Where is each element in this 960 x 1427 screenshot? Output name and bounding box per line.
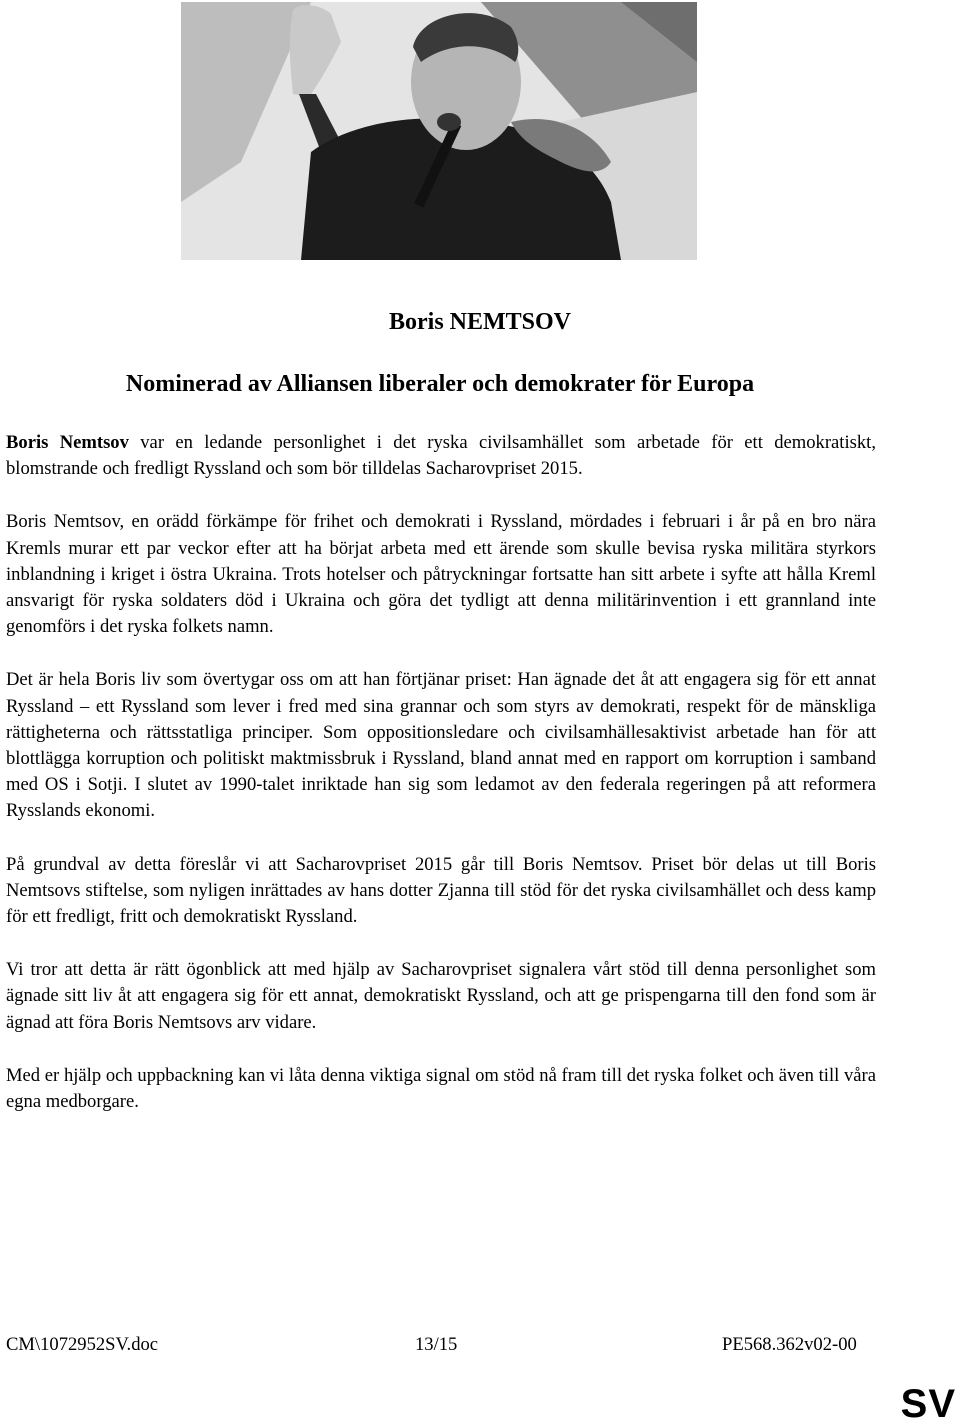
footer-pe-ref: PE568.362v02-00 xyxy=(722,1334,857,1355)
paragraph-3: Det är hela Boris liv som övertygar oss om att han förtjänar priset: Han ägnade det åt att engagera sig för ett annat Ryssland – ett Ryssland som lever i fred med sina grannar och som styrs av demokrati, respekt för de mänskliga rättigheterna och rättsstatliga principer. Som oppositionsledare och civilsamhällesaktivist arbetade han för att blottlägga korruption och politiskt maktmissbruk i Ryssland, bland annat med en rapport om korruption i samband med OS i Sotji. I slutet av 1990-talet inriktade han sig som ledamot av den federala regeringen på att reformera Rysslands ekonomi. xyxy=(6,669,876,822)
nomination-subtitle: Nominerad av Alliansen liberaler och demokrater för Europa xyxy=(125,371,755,397)
portrait-photo xyxy=(181,2,697,260)
paragraph-4: På grundval av detta föreslår vi att Sacharovpriset 2015 går till Boris Nemtsov. Priset bör delas ut till Boris Nemtsovs stiftelse, som nyligen inrättades av hans dotter Zjanna till stöd för det ryska civilsamhället och dess kamp för ett fredligt, fritt och demokratiskt Ryssland. xyxy=(6,853,876,928)
portrait-illustration xyxy=(181,2,697,260)
page-title: Boris NEMTSOV xyxy=(388,309,571,335)
footer-page-number: 13/15 xyxy=(415,1334,458,1355)
document-body xyxy=(6,430,876,1142)
paragraph-2: Boris Nemtsov, en orädd förkämpe för frihet och demokrati i Ryssland, mördades i februari i år på en bro nära Kremls murar ett par veckor efter att ha börjat arbeta med ett ärende som skulle bevisa ryska militära styrkors inblandning i kriget i östra Ukraina. Trots hotelser och påtryckningar fortsatte han sitt arbete i syfte att hålla Kreml ansvarigt för ryska soldaters död i Ukraina och göra det tydligt att denna militärinvention i ett grannland inte genomförs i det ryska folkets namn. xyxy=(6,511,876,638)
language-code: SV xyxy=(900,1382,956,1426)
footer-doc-ref: CM\1072952SV.doc xyxy=(6,1334,159,1355)
intro-paragraph xyxy=(6,430,876,482)
intro-text: var en ledande personlighet i det ryska civilsamhället som arbetade för ett demokratiskt, blomstrande och fredligt Ryssland och som bör tilldelas Sacharovpriset 2015. xyxy=(6,432,876,480)
paragraph-5: Vi tror att detta är rätt ögonblick att med hjälp av Sacharovpriset signalera vårt stöd till denna personlighet som ägnade sitt liv åt att engagera sig för ett annat, demokratiskt Ryssland, och att ge prispengarna till den fond som är ägnad att föra Boris Nemtsovs arv vidare. xyxy=(6,959,876,1033)
paragraph-6: Med er hjälp och uppbackning kan vi låta denna viktiga signal om stöd nå fram till det ryska folket och även till våra egna medborgare. xyxy=(6,1064,876,1113)
intro-name: Boris Nemtsov xyxy=(6,432,129,453)
